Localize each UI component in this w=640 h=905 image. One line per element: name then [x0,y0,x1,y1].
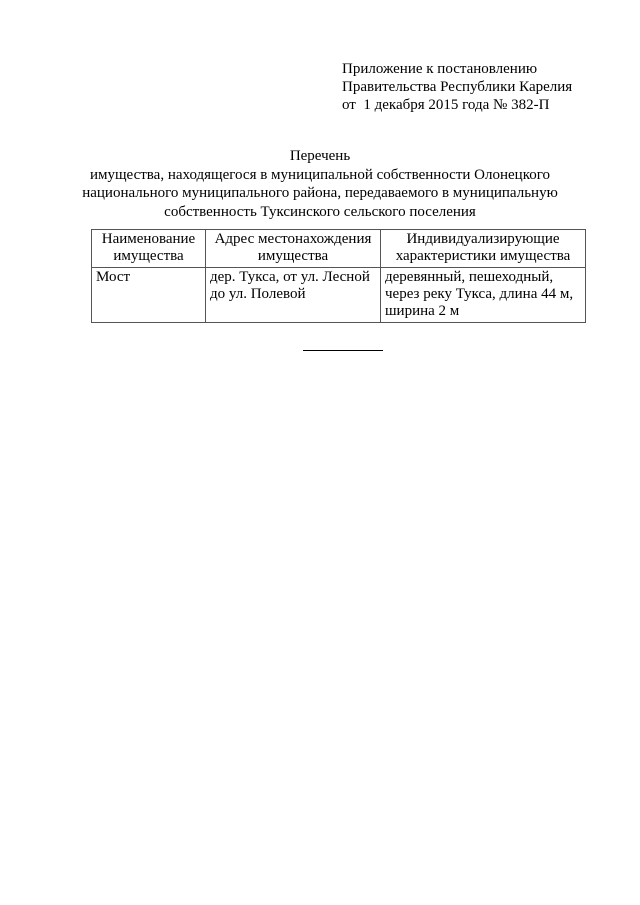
header-text: Индивидуализирующие [406,231,560,247]
table-row [92,268,586,323]
separator-line [303,350,383,351]
title-heading: Перечень [289,148,351,164]
title-line: имущества, находящегося в муниципальной собственности Олонецкого [89,166,551,183]
property-table [91,229,586,323]
header-text: имущества [257,248,329,264]
table-header-row [92,230,586,268]
header-text: имущества [113,248,184,264]
column-header-address [206,230,381,268]
approval-reference [342,60,572,114]
title-line: собственность Туксинского сельского поселения [164,203,476,220]
header-text: характеристики имущества [395,248,571,264]
document-title [80,147,560,221]
header-text: Адрес местонахождения [214,231,372,247]
cell-characteristics: деревянный, пешеходный, через реку Тукса, длина 44 м, ширина 2 м [381,268,586,323]
header-text: Наименование [101,231,196,247]
cell-name: Мост [92,268,206,323]
approval-line: Правительства Республики Карелия [342,79,573,95]
column-header-name [92,230,206,268]
approval-line: Приложение к постановлению [342,61,538,77]
title-line: национального муниципального района, передаваемого в муниципальную [82,185,558,201]
column-header-characteristics [381,230,586,268]
approval-line: от 1 декабря 2015 года № 382-П [342,97,550,113]
cell-address: дер. Тукса, от ул. Лесной до ул. Полевой [206,268,381,323]
